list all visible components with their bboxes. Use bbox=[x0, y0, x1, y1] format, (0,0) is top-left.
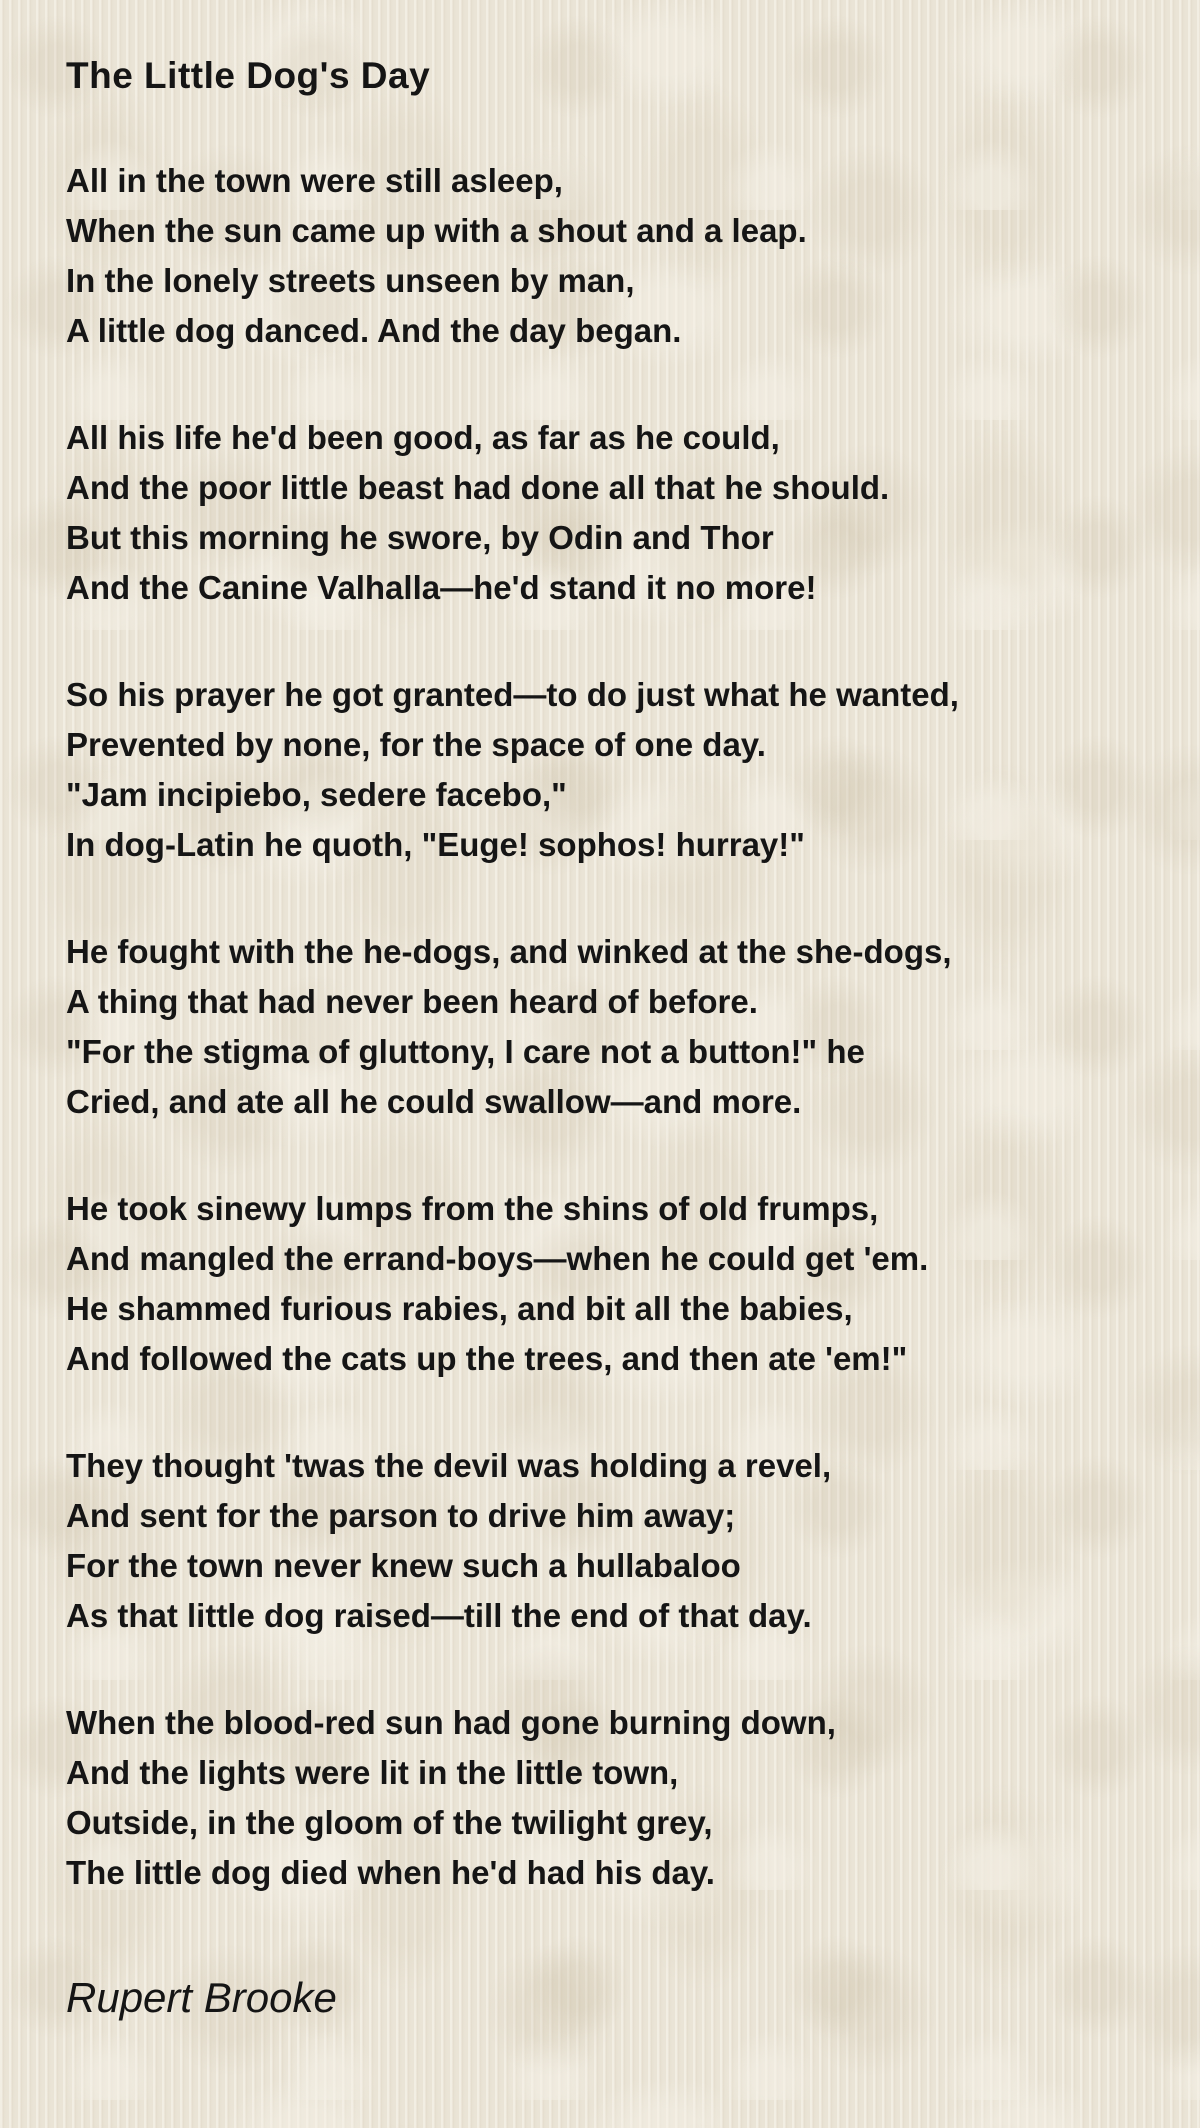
poem-line: He took sinewy lumps from the shins of old frumps, bbox=[66, 1190, 879, 1227]
poem-body bbox=[66, 156, 1160, 1898]
poem-line: When the sun came up with a shout and a leap. bbox=[66, 212, 807, 249]
stanza-4 bbox=[66, 927, 1160, 1127]
poem-line: In the lonely streets unseen by man, bbox=[66, 262, 635, 299]
poem-line: In dog-Latin he quoth, "Euge! sophos! hurray!" bbox=[66, 826, 805, 863]
poem-page bbox=[0, 54, 1200, 2128]
stanza-1 bbox=[66, 156, 1160, 356]
poem-line: Cried, and ate all he could swallow—and more. bbox=[66, 1083, 802, 1120]
poem-line: For the town never knew such a hullabaloo bbox=[66, 1547, 741, 1584]
poem-line: All his life he'd been good, as far as he could, bbox=[66, 419, 780, 456]
poem-line: A little dog danced. And the day began. bbox=[66, 312, 682, 349]
poem-line: Prevented by none, for the space of one day. bbox=[66, 726, 766, 763]
poem-line: And the lights were lit in the little town, bbox=[66, 1754, 679, 1791]
poem-line: And mangled the errand-boys—when he could get 'em. bbox=[66, 1240, 929, 1277]
poem-line: So his prayer he got granted—to do just what he wanted, bbox=[66, 676, 959, 713]
stanza-5 bbox=[66, 1184, 1160, 1384]
stanza-6 bbox=[66, 1441, 1160, 1641]
poem-line: As that little dog raised—till the end of that day. bbox=[66, 1597, 812, 1634]
author-signature: Rupert Brooke bbox=[66, 1974, 337, 2021]
poem-line: And followed the cats up the trees, and then ate 'em!" bbox=[66, 1340, 908, 1377]
poem-line: But this morning he swore, by Odin and Thor bbox=[66, 519, 774, 556]
poem-line: The little dog died when he'd had his day. bbox=[66, 1854, 715, 1891]
poem-line: And the Canine Valhalla—he'd stand it no more! bbox=[66, 569, 817, 606]
poem-line: "For the stigma of gluttony, I care not a button!" he bbox=[66, 1033, 865, 1070]
stanza-2 bbox=[66, 413, 1160, 613]
poem-line: When the blood-red sun had gone burning down, bbox=[66, 1704, 836, 1741]
poem-line: A thing that had never been heard of before. bbox=[66, 983, 758, 1020]
poem-line: All in the town were still asleep, bbox=[66, 162, 563, 199]
page-title: The Little Dog's Day bbox=[66, 55, 431, 96]
poem-line: Outside, in the gloom of the twilight grey, bbox=[66, 1804, 713, 1841]
poem-line: And sent for the parson to drive him away; bbox=[66, 1497, 736, 1534]
poem-line: He fought with the he-dogs, and winked at the she-dogs, bbox=[66, 933, 952, 970]
poem-line: "Jam incipiebo, sedere facebo," bbox=[66, 776, 567, 813]
stanza-7 bbox=[66, 1698, 1160, 1898]
poem-line: And the poor little beast had done all that he should. bbox=[66, 469, 890, 506]
stanza-3 bbox=[66, 670, 1160, 870]
poem-line: They thought 'twas the devil was holding a revel, bbox=[66, 1447, 832, 1484]
poem-line: He shammed furious rabies, and bit all the babies, bbox=[66, 1290, 853, 1327]
